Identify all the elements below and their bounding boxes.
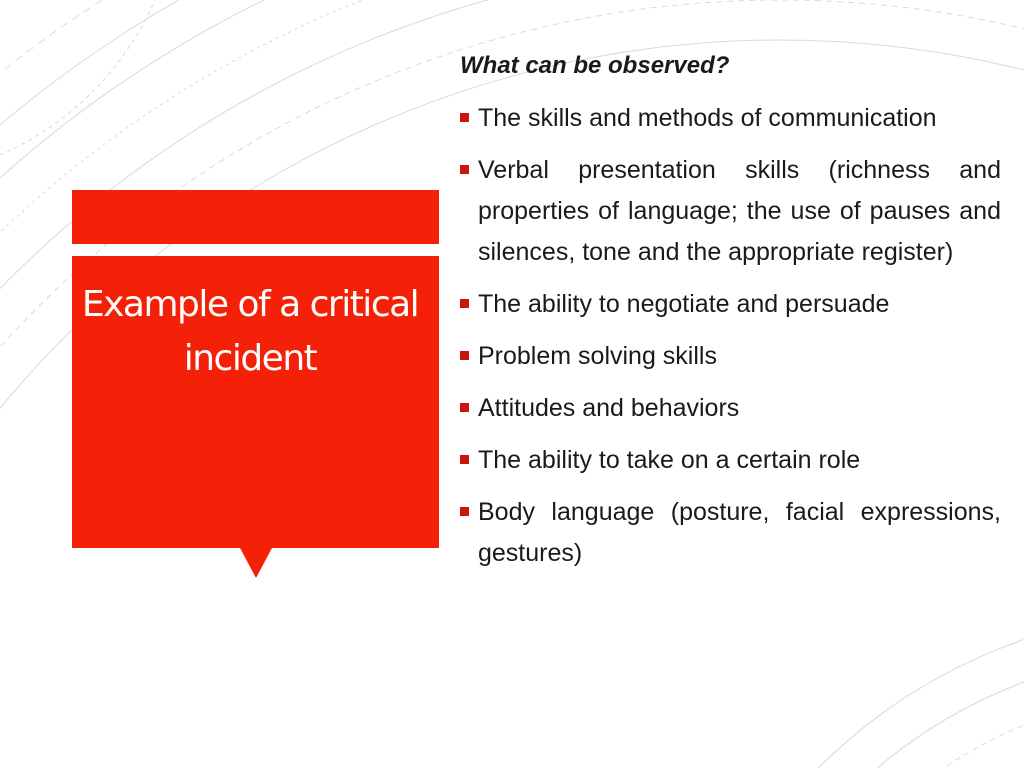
square-bullet-icon (460, 351, 469, 360)
bullet-item (460, 98, 1001, 139)
bullet-text: The skills and methods of communication (478, 104, 937, 132)
square-bullet-icon (460, 165, 469, 174)
bullet-text: Problem solving skills (478, 342, 717, 370)
section-heading: What can be observed? (460, 52, 730, 79)
bullet-item (460, 150, 1001, 273)
bullet-text: Verbal presentation skills (richness and properties of language; the use of pauses and silences, tone and the appropriate register) (478, 156, 1001, 266)
square-bullet-icon (460, 455, 469, 464)
bullet-item (460, 284, 1001, 325)
content-area (460, 46, 1001, 585)
bullet-text: Body language (posture, facial expressions, gestures) (478, 498, 1001, 567)
square-bullet-icon (460, 403, 469, 412)
square-bullet-icon (460, 113, 469, 122)
title-accent-bar (72, 190, 439, 244)
bullet-item (460, 440, 1001, 481)
bullet-item (460, 388, 1001, 429)
bullet-text: The ability to take on a certain role (478, 446, 861, 474)
bullet-text: Attitudes and behaviors (478, 394, 740, 422)
bullet-item (460, 336, 1001, 377)
slide-title: Example of a critical incident (81, 284, 419, 379)
square-bullet-icon (460, 299, 469, 308)
bullet-list (460, 98, 1001, 574)
bullet-item (460, 492, 1001, 574)
bullet-text: The ability to negotiate and persuade (478, 290, 890, 318)
title-box-pointer (240, 548, 272, 578)
square-bullet-icon (460, 507, 469, 516)
